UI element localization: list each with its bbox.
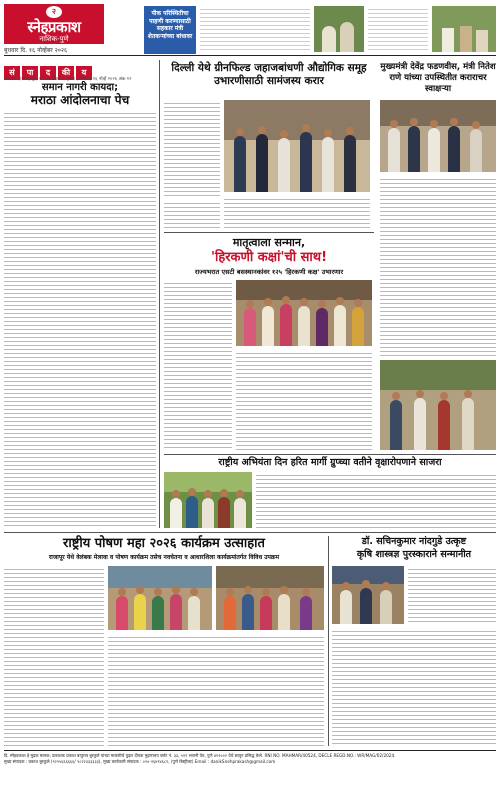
ear-panel: पीक परिस्थितीचा पाहणी करण्यासाठी सहकार मंत्री शेतकऱ्यांच्या बांधावर [144,6,196,54]
award-right-headline-1: डॉ. सचिनकुमार नांदगुडे उत्कृष्ट [361,536,467,547]
editorial-title-line1: समान नागरी कायदा; [41,82,119,93]
nutrition-body-text [4,566,104,746]
tree-body-text [256,472,496,528]
editorial-letter: की [58,66,74,80]
editorial-body-text [4,110,156,526]
award-subhead: राज्यभरात एसटी बसस्थानकांवर १२५ 'हिरकणी कक्ष' उभारणार [194,268,344,276]
imprint-line-1: दि. स्नेहप्रकाश हे मुद्रक मालक, प्रकाशक प्रकाश बापुराव बुरकुले यांच्या मालकीचे पुढ़ार दीपक मुद्रणालय फ्लॅट नं. ३३, ५२१ भवानी पेठ, पुणे ४११००२ येथे छापून प्रसिद्ध केले. RNI NO. MAHMAR/40524, DECLE REGD.NO.: WR/MAG/02/2024. [4,753,396,758]
masthead-photo [314,6,364,52]
editorial-meta: संपादक: (कोल्हापूर) वर्ष ११ अंक ५६ पृष्ठ २ (नाशिक) १६ नोव्हें २०२६ अंक १२ [4,77,132,82]
tree-headline: राष्ट्रीय अभियंता दिन हरित मार्गी ग्रुप्च्या वतीने वृक्षारोपणाने साजरा [218,457,442,468]
nutrition-photo-2 [216,566,324,630]
nutrition-subhead: राजापूर येथे वेलंबक मेलावा व पोषण कार्यक्रम तसेच नवचेतना व आधारशिला कार्यक्रमांतर्गत विविध उपक्रम [48,554,280,561]
editorial-title [4,82,156,106]
editorial-letter: सं [4,66,20,80]
nutrition-body-text-2 [108,634,324,746]
side-photo [380,360,496,450]
award-body-text [164,280,232,450]
lead-photo [224,100,370,192]
edition-label: नाशिक-पुणे [39,35,69,43]
lead-headline: दिल्ली येथे ग्रीनफिल्ड जहाजबांधणी औद्योगिक समूह उभारणीसाठी सामंजस्य करार [171,62,367,87]
column-rule [159,60,160,528]
nutrition-photo-1 [108,566,212,630]
award-right-body-text-2 [332,628,496,746]
masthead [4,4,496,56]
award-right-photo [332,566,404,624]
section-rule [164,454,496,455]
cm-photo [380,100,496,172]
cm-body-text [380,176,496,356]
editorial-letter: पा [22,66,38,80]
column-rule [328,536,329,746]
editorial-title-line2: मराठा आंदोलनाचा पेच [30,93,130,107]
lead-body-text-2 [224,196,370,228]
award-right-body-text [408,566,496,624]
lead-body-text [164,100,220,196]
dateline: बुधवार दि. १६ नोव्हेंबर २०२६ [4,47,68,54]
lead-body-text-3 [164,200,220,228]
editorial-letter: द [40,66,56,80]
nutrition-headline: राष्ट्रीय पोषण महा २०२६ कार्यक्रम उत्साहात [63,536,265,551]
cm-headline: मुख्यमंत्री देवेंद्र फडणवीस, मंत्री नितेश राणे यांच्या उपस्थितीत कराराचर स्वाक्षऱ्या [380,62,496,94]
newspaper-title: स्नेहप्रकाश [27,18,81,36]
edition-number: २ [46,6,62,18]
award-headline-1: मातृत्वाला सन्मान, [232,236,306,249]
editorial-letter: य [76,66,92,80]
masthead-story-text [200,6,310,52]
award-body-text-2 [236,350,372,450]
section-rule [164,232,374,233]
masthead-photo-2 [432,6,496,52]
tree-photo [164,472,252,528]
newspaper-logo [4,4,104,44]
award-right-headline-2: कृषि शास्त्रज्ञ पुरस्काराने सन्मानीत [356,549,472,560]
award-photo [236,280,372,346]
imprint-line-2: मुख्य संपादक : प्रकाश बुरकुले (९२२५६६६६६६/ ९८२२३३३३३३), मुख्य कार्यकारी संपादक : ०२०-२६४९४६८१, (पुणे डिस्ट्रीक्ट) Email : danikSnehprakash@gmail.com [4,759,276,764]
imprint-footer [4,750,496,784]
section-rule [4,532,496,533]
award-headline-2: 'हिरकणी कक्षां'ची साथ! [210,250,328,265]
masthead-story-text-2 [368,6,428,52]
editorial-banner [4,60,156,77]
